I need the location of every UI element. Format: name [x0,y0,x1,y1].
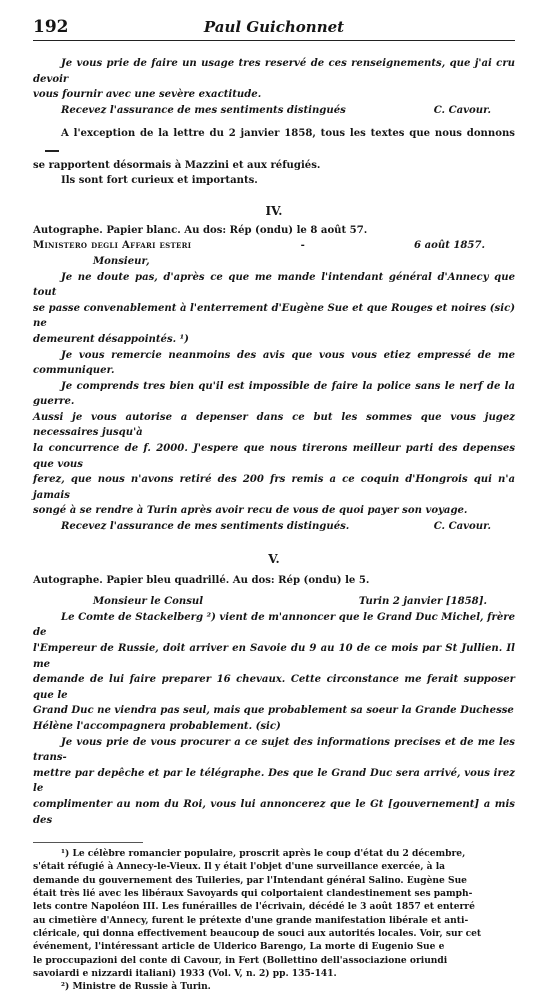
letter-line: demeurent désappointés. ¹) [33,333,189,345]
footnote-2: ²) Ministre de Russie à Turin. [61,981,211,993]
letter-line: Je vous remercie neanmoins des avis que vous vous etiez empressé de me communiquer. [33,349,515,377]
letter-closing [33,519,515,535]
page-body [33,56,515,993]
letter-line: songé à se rendre à Turin après avoir recu de vous de quoi payer son voyage. [33,505,468,517]
footnote-rule [33,842,143,843]
footnote-line: le proccupazioni del conte di Cavour, in Fert (Bollettino dell'associazione oriundi [33,954,448,966]
footnote-line: au cimetière d'Annecy, furent le prétexte d'une grande manifestation libérale et anti- [33,914,469,926]
section-description: Autographe. Papier blanc. Au dos: Rép (ondu) le 8 août 57. [33,224,368,236]
letter-line: Je vous prie de faire un usage tres reservé de ces renseignements, que j'ai cru devoir [33,58,515,85]
letter-line: demande de lui faire preparer 16 chevaux. Cette circonstance me ferait supposer que le [33,674,515,701]
header-rule [33,40,515,41]
letter-line: se passe convenablement à l'enterrement d'Eugène Sue et que Rouges et noires (sic) ne [33,302,515,330]
letter-date: 6 août 1857. [414,240,485,252]
letter-line: Aussi je vous autorise a depenser dans ce but les sommes que vous jugez necessaires jusqu'à [33,411,515,439]
ministry-heading: Ministero degli Affari esteri [33,240,192,252]
footnote-line: ¹) Le célèbre romancier populaire, proscrit après le coup d'état du 2 décembre, [61,848,466,860]
commentary-line: Ils sont fort curieux et importants. [61,175,258,187]
letter-date: Turin 2 janvier [1858]. [358,596,487,608]
closing-text: Recevez l'assurance de mes sentiments distingués. [61,521,350,533]
margin-mark [45,145,59,152]
signature: C. Cavour. [433,521,491,533]
commentary-line: A l'exception de la lettre du 2 janvier 1858, tous les textes que nous donnons [33,126,515,157]
footnote-line: lets contre Napoléon III. Les funérailles de l'écrivain, décédé le 3 août 1857 et enterré [33,901,475,913]
signature: C. Cavour. [433,104,491,116]
section-number: V. [268,551,280,566]
letterhead-row [33,594,515,610]
letter-line: complimenter au nom du Roi, vous lui annoncerez que le Gt [gouvernement] a mis des [33,798,515,826]
footnote-line: savoiardi e nizzardi italiani) 1933 (Vol. V, n. 2) pp. 135-141. [33,967,337,979]
letter-line: Grand Duc ne viendra pas seul, mais que probablement sa soeur la Grande Duchesse [33,705,514,717]
letter-line: la concurrence de f. 2000. J'espere que nous tirerons meilleur parti des depenses que vous [33,443,515,470]
letter-line: vous fournir avec une sevère exactitude. [33,89,262,101]
running-head: Paul Guichonnet [203,18,345,36]
letter-line: mettre par depêche et par le télégraphe. Des que le Grand Duc sera arrivé, vous irez le [33,767,515,795]
salutation: Monsieur le Consul [93,596,204,608]
section-number: IV. [265,203,283,218]
letter-closing [33,103,515,119]
footnote-line: cléricale, qui donna effectivement beaucoup de souci aux autorités locales. Voir, sur cet [33,927,482,939]
footnote-line: demande du gouvernement des Tuileries, par l'Intendant général Salino. Eugène Sue [33,874,467,886]
letter-line: Le Comte de Stackelberg ²) vient de m'annoncer que le Grand Duc Michel, frère de [33,611,515,639]
section-description: Autographe. Papier bleu quadrillé. Au dos: Rép (ondu) le 5. [33,574,370,586]
footnote-line: événement, l'intéressant article de Ulderico Barengo, La morte di Eugenio Sue e [33,941,445,953]
letter-line: Je ne doute pas, d'après ce que me mande l'intendant général d'Annecy que tout [33,271,515,299]
page-number: 192 [33,17,69,37]
letter-line: l'Empereur de Russie, doit arriver en Savoie du 9 au 10 de ce mois par St Jullien. Il me [33,643,515,670]
footnote-line: était très lié avec les libéraux Savoyards qui colportaient clandestinement ses pamph- [33,888,473,900]
closing-text: Recevez l'assurance de mes sentiments distingués [61,104,346,116]
dash: - [300,240,305,252]
salutation: Monsieur, [93,255,150,267]
letter-line: Hélène l'accompagnera probablement. (sic) [33,720,281,732]
letter-line: ferez, que nous n'avons retiré des 200 frs remis a ce coquin d'Hongrois qui n'a jamais [33,474,515,501]
footnote-line: s'était réfugié à Annecy-le-Vieux. Il y était l'objet d'une surveillance exercée, à la [33,861,446,873]
commentary-line: se rapportent désormais à Mazzini et aux réfugiés. [33,159,321,171]
letter-line: Je comprends tres bien qu'il est impossible de faire la police sans le nerf de la guerre. [33,380,515,408]
letter-line: Je vous prie de vous procurer a ce sujet des informations precises et de me les trans- [33,736,515,764]
letterhead-row [33,238,515,254]
footnote-1 [33,847,515,980]
page-header [33,12,515,38]
